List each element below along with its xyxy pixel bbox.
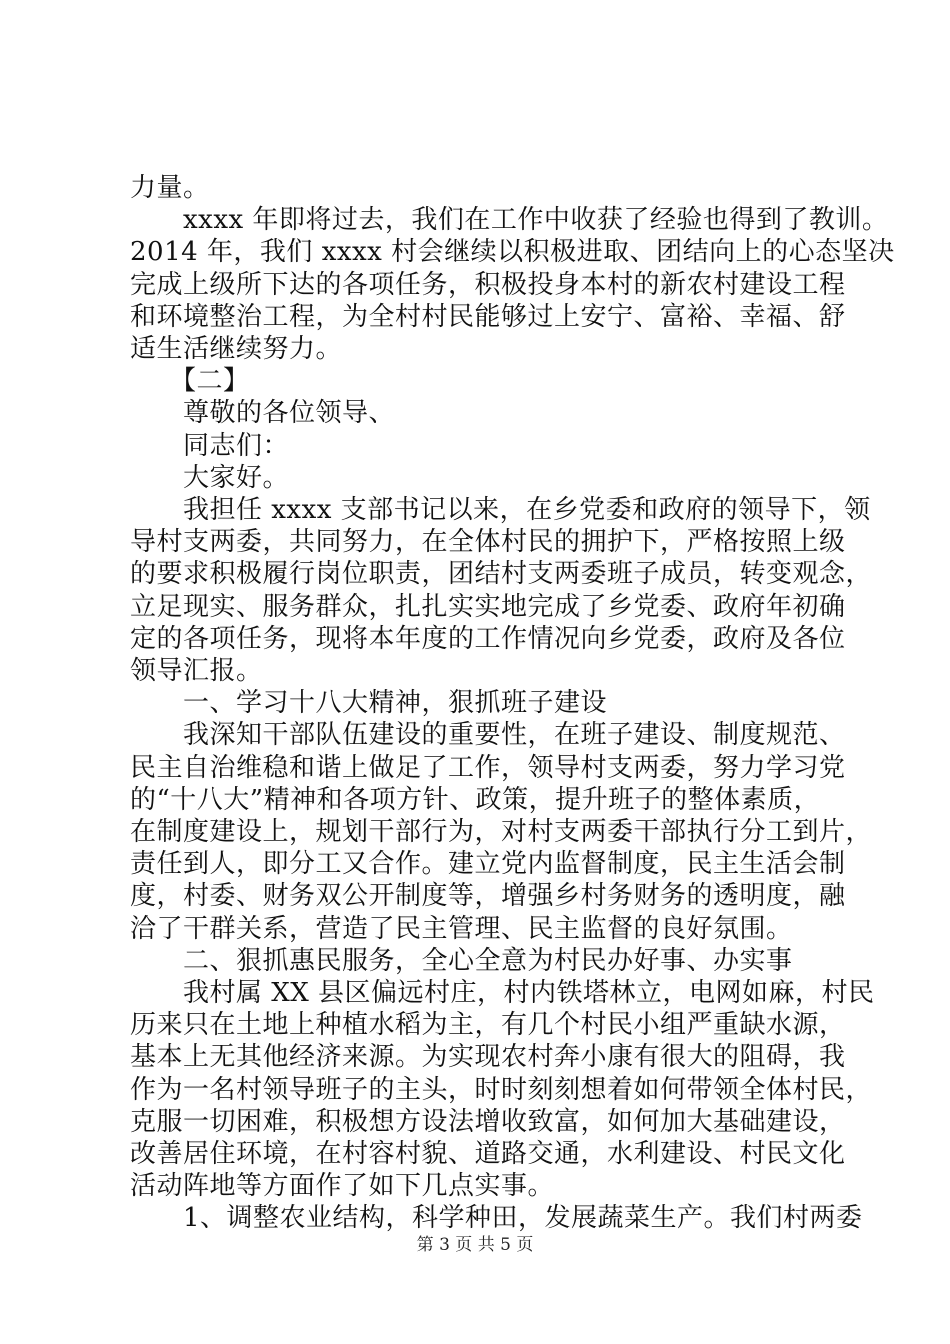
- text-line: 作为一名村领导班子的主头，时时刻刻想着如何带领全体村民，: [130, 1074, 873, 1105]
- text-line: 力量。: [130, 173, 210, 203]
- text-line: 历来只在土地上种植水稻为主，有几个村民小组严重缺水源，: [130, 1010, 846, 1041]
- text-line: xxxx 年即将过去，我们在工作中收获了经验也得到了教训。: [130, 205, 889, 236]
- text-line: 洽了干群关系，营造了民主管理、民主监督的良好氛围。: [130, 913, 793, 944]
- text-line: 和环境整治工程，为全村村民能够过上安宁、富裕、幸福、舒: [130, 301, 846, 332]
- text-line: 改善居住环境，在村容村貌、道路交通，水利建设、村民文化: [130, 1139, 846, 1169]
- text-line: 领导汇报。: [130, 656, 263, 686]
- text-line: 立足现实、服务群众，扎扎实实地完成了乡党委、政府年初确: [130, 591, 846, 622]
- text-line: 度，村委、财务双公开制度等，增强乡村务财务的透明度，融: [130, 881, 846, 912]
- text-line: 大家好。: [130, 462, 290, 493]
- text-line: 完成上级所下达的各项任务，积极投身本村的新农村建设工程: [130, 269, 846, 300]
- text-line: 活动阵地等方面作了如下几点实事。: [130, 1171, 555, 1202]
- text-line: 我村属 XX 县区偏远村庄，村内铁塔林立，电网如麻，村民: [130, 978, 875, 1008]
- text-line: 定的各项任务，现将本年度的工作情况向乡党委，政府及各位: [130, 623, 846, 654]
- text-line: 【二】: [130, 366, 250, 397]
- text-line: 的“十八大”精神和各项方针、政策，提升班子的整体素质，: [130, 784, 821, 815]
- text-line: 的要求积极履行岗位职责，团结村支两委班子成员，转变观念，: [130, 559, 873, 590]
- page-footer: 第 3 页 共 5 页: [416, 1235, 534, 1255]
- text-line: 责任到人，即分工又合作。建立党内监督制度，民主生活会制: [130, 849, 846, 880]
- text-line: 尊敬的各位领导、: [130, 398, 396, 429]
- text-line: 基本上无其他经济来源。为实现农村奔小康有很大的阻碍，我: [130, 1042, 846, 1073]
- text-line: 适生活继续努力。: [130, 334, 343, 364]
- text-line: 在制度建设上，规划干部行为，对村支两委干部执行分工到片，: [130, 817, 873, 847]
- text-line: 民主自治维稳和谐上做足了工作，领导村支两委，努力学习党: [130, 752, 846, 783]
- text-line: 一、学习十八大精神，狠抓班子建设: [130, 688, 608, 719]
- text-line: 同志们：: [130, 430, 290, 461]
- text-line: 克服一切困难，积极想方设法增收致富，如何加大基础建设，: [130, 1106, 846, 1137]
- text-line: 导村支两委，共同努力，在全体村民的拥护下，严格按照上级: [130, 527, 846, 558]
- text-line: 1、调整农业结构，科学种田，发展蔬菜生产。我们村两委: [130, 1203, 863, 1234]
- text-line: 我担任 xxxx 支部书记以来，在乡党委和政府的领导下，领: [130, 495, 871, 525]
- text-line: 2014 年，我们 xxxx 村会继续以积极进取、团结向上的心态坚决: [130, 237, 895, 268]
- text-line: 二、狠抓惠民服务，全心全意为村民办好事、办实事: [130, 945, 793, 976]
- text-line: 我深知干部队伍建设的重要性，在班子建设、制度规范、: [130, 720, 846, 751]
